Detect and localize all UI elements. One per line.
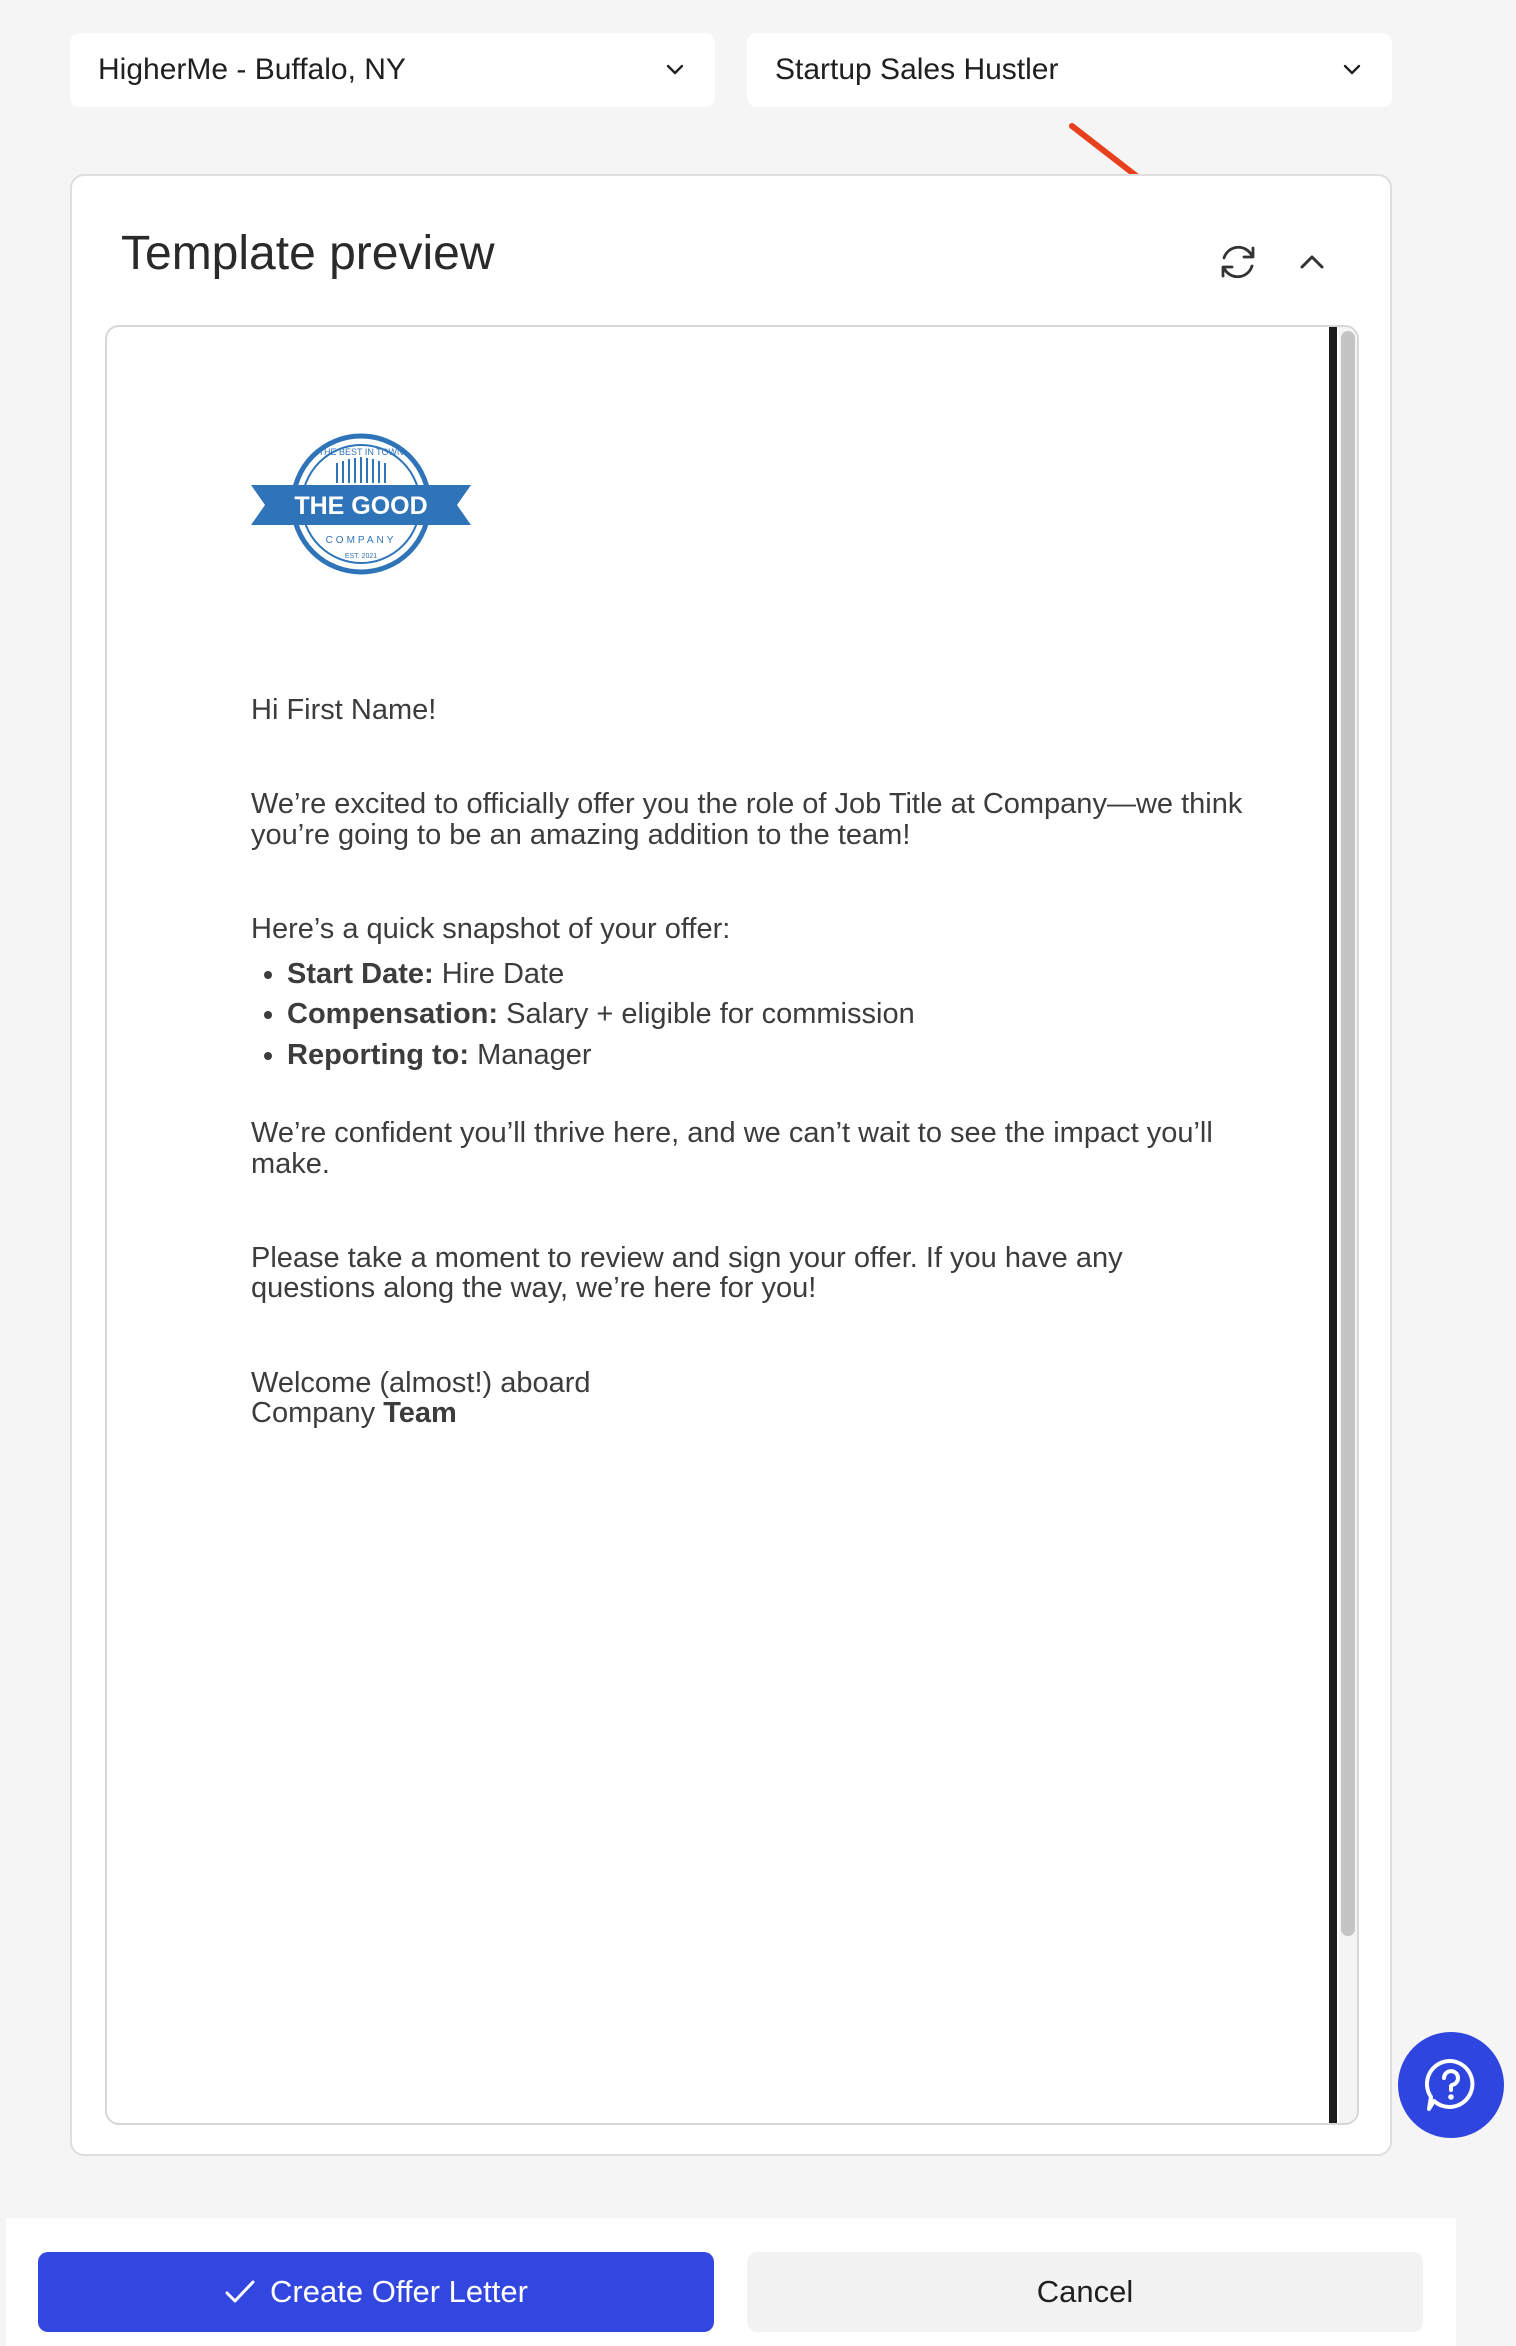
- logo-sub-text: COMPANY: [325, 535, 397, 546]
- chevron-down-icon: [663, 58, 687, 82]
- cancel-button[interactable]: [747, 2252, 1423, 2332]
- letter-confidence: We’re confident you’ll thrive here, and we can’t wait to see the impact you’ll make.: [251, 1117, 1213, 1180]
- logo-top-text: THE BEST IN TOWN: [318, 447, 404, 457]
- logo-main-text: THE GOOD: [294, 492, 428, 520]
- template-select-value: Startup Sales Hustler: [775, 53, 1059, 86]
- logo-est-text: EST. 2021: [344, 553, 378, 560]
- location-select-value: HigherMe - Buffalo, NY: [98, 53, 406, 86]
- chevron-down-icon: [1340, 58, 1364, 82]
- location-select[interactable]: [70, 33, 715, 107]
- chevron-up-icon[interactable]: [1288, 238, 1336, 286]
- cancel-label: Cancel: [1036, 2274, 1134, 2309]
- letter-preview: [105, 325, 1359, 2125]
- template-select[interactable]: [747, 33, 1392, 107]
- offer-details-list: [251, 959, 1251, 1070]
- template-preview-panel: [70, 174, 1392, 2156]
- letter-snapshot-heading: Here’s a quick snapshot of your offer:: [251, 913, 731, 946]
- refresh-icon[interactable]: [1212, 236, 1264, 288]
- letter-signoff: Welcome (almost!) aboard: [251, 1366, 591, 1399]
- help-button[interactable]: [1398, 2032, 1504, 2138]
- preview-divider: [1329, 327, 1337, 2125]
- list-item: • Reporting to: Manager: [287, 1040, 1251, 1070]
- letter-content: [251, 431, 1251, 1429]
- letter-greeting: Hi First Name!: [251, 694, 437, 726]
- create-offer-letter-label: Create Offer Letter: [270, 2274, 528, 2309]
- panel-title: Template preview: [121, 227, 495, 280]
- list-item: • Compensation: Salary + eligible for commission: [287, 999, 1251, 1029]
- company-logo: [251, 431, 471, 577]
- help-chat-icon: [1419, 2053, 1483, 2117]
- letter-signature: Company Team: [251, 1397, 457, 1430]
- list-item: • Start Date: Hire Date: [287, 959, 1251, 989]
- create-offer-letter-button[interactable]: [38, 2252, 714, 2332]
- scrollbar-thumb[interactable]: [1341, 331, 1355, 1936]
- letter-review: Please take a moment to review and sign your offer. If you have any questions along the way, we’re here for you!: [251, 1241, 1123, 1305]
- letter-intro: We’re excited to officially offer you the role of Job Title at Company—we think you’re going to be an amazing addition to the team!: [251, 788, 1243, 851]
- check-icon: [224, 2278, 256, 2306]
